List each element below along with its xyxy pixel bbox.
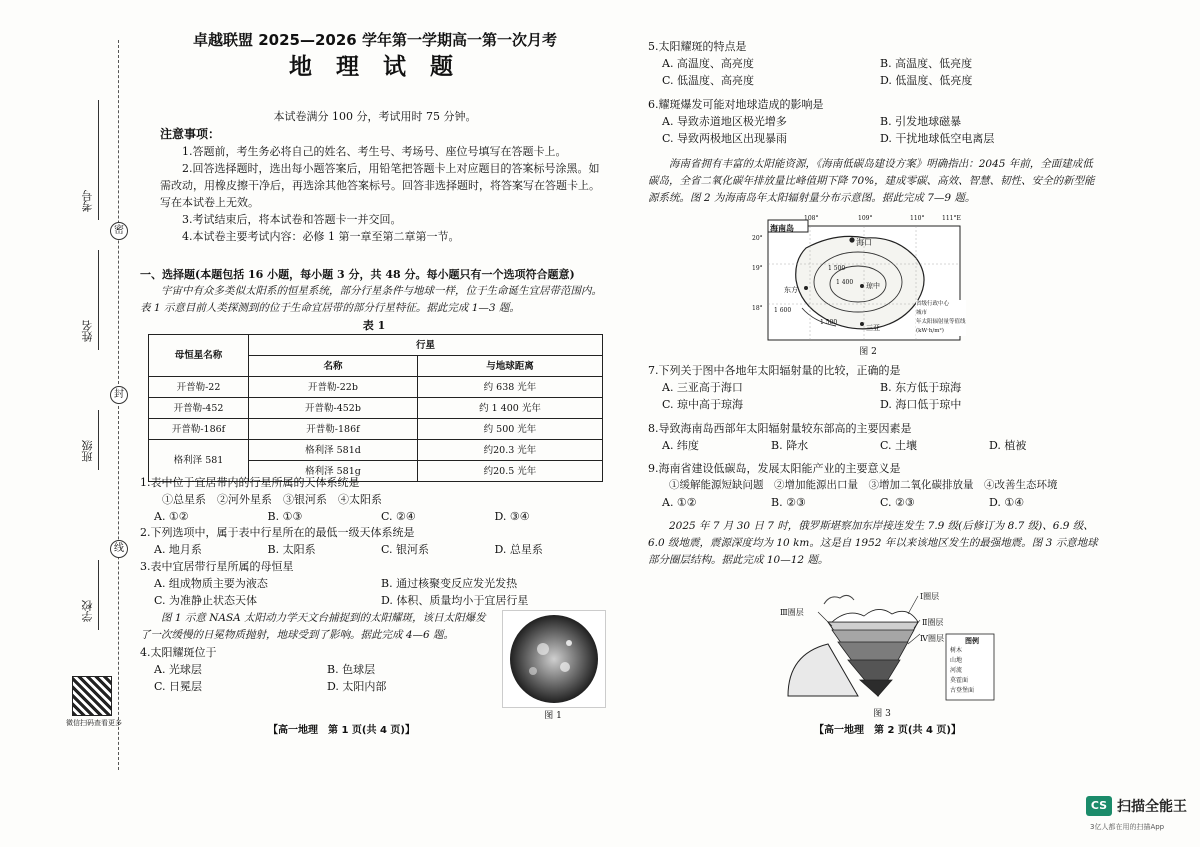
option-d[interactable]: D. 植被 [989,439,1027,452]
option-d[interactable]: D. 总星系 [494,543,543,556]
lon-label: 111°E [942,215,961,222]
option-d[interactable]: D. 太阳内部 [327,680,387,693]
isoline-label: 1 500 [820,319,838,326]
option-b[interactable]: B. ②③ [771,496,806,509]
option-d[interactable]: D. ①④ [989,496,1025,509]
question-6 [648,96,1098,147]
option-a[interactable]: A. 高温度、高亮度 [662,57,754,70]
table-cell: 约20.5 光年 [417,461,602,482]
question-stem: 8.导致海南岛西部年太阳辐射量较东部高的主要因素是 [648,422,912,435]
lat-label: 18° [752,305,763,312]
option-c[interactable]: C. 低温度、高亮度 [662,74,755,87]
map-city-dongfang: 东方 [784,286,798,294]
exam-number-line[interactable] [98,100,99,220]
table-cell: 格利泽 581g [249,461,418,482]
planet-table [148,334,603,482]
question-sub: ①总星系 ②河外星系 ③银河系 ④太阳系 [162,493,382,506]
footer-right: 【高一地理 第 2 页(共 4 页)】 [814,725,961,736]
option-b[interactable]: B. 色球层 [327,663,376,676]
table-cell: 开普勒-22b [249,377,418,398]
sun-flare-image [503,611,605,707]
isoline-label: 1 600 [774,307,792,314]
question-stem: 6.耀斑爆发可能对地球造成的影响是 [648,98,824,111]
legend-capital: 省级行政中心 [916,301,950,307]
option-d[interactable]: D. 海口低于琼中 [880,398,962,411]
option-d[interactable]: D. ③④ [494,510,530,523]
city-marker [804,286,808,290]
class-label: 班级 [81,440,94,462]
question-stem: 1.表中位于宜居带内的行星所属的天体系统是 [140,476,360,489]
fig1-caption: 图 1 [544,711,562,721]
planet-table-wrap [148,334,603,482]
question-stem: 4.太阳耀斑位于 [140,646,217,659]
table-cell: 开普勒-452b [249,398,418,419]
table-title: 表 1 [362,319,386,332]
legend-river: 河流 [950,667,963,674]
table-cell: 格利泽 581 [149,440,249,482]
footer-left: 【高一地理 第 1 页(共 4 页)】 [268,725,415,736]
map-city-haikou: 海口 [856,238,872,247]
option-c[interactable]: C. 土壤 [880,439,918,452]
question-8 [648,420,1098,454]
option-d[interactable]: D. 体积、质量均小于宜居行星 [381,594,529,607]
question-sub: ①缓解能源短缺问题 ②增加能源出口量 ③增加二氧化碳排放量 ④改善生态环境 [669,479,1058,491]
seal-mark: 线 [110,540,128,558]
section-heading: 一、选择题(本题包括 16 小题，每小题 3 分，共 48 分。每小题只有一个选项符合题意) [140,268,575,281]
legend-title: 图例 [965,636,979,645]
option-c[interactable]: C. 日冕层 [154,680,203,693]
question-9 [648,460,1098,511]
lat-label: 20° [752,235,763,242]
seal-mark: 密 [110,222,128,240]
table-cell: 开普勒-452 [149,398,249,419]
seal-mark: 封 [110,386,128,404]
option-b[interactable]: B. ①③ [267,510,303,523]
fig2-map [752,215,966,342]
lat-label: 19° [752,265,763,272]
table-cell: 格利泽 581d [249,440,418,461]
map-legend [916,300,966,336]
qr-caption: 微信扫码查看更多 [66,719,122,727]
table-row [149,440,603,461]
option-b[interactable]: B. 引发地球磁暴 [880,115,962,128]
fig3-legend [950,636,994,696]
table-cell: 开普勒-22 [149,377,249,398]
option-a[interactable]: A. 地月系 [154,543,202,556]
map-city-sanya: 三亚 [866,324,880,332]
city-marker [860,284,864,288]
question-1 [140,474,608,525]
question-3 [140,558,608,609]
legend-city: 城市 [916,310,928,316]
option-a[interactable]: A. 组成物质主要为液态 [154,577,268,590]
section1 [140,266,608,334]
option-c[interactable]: C. 为准静止状态天体 [154,594,258,607]
table-head-dist: 与地球距离 [417,356,602,377]
layer-label: Ⅱ圈层 [922,618,944,627]
fig1-intro: 图 1 示意 NASA 太阳动力学天文台捕捉到的太阳耀斑，该日太阳爆发了一次缓慢的日冕物质抛射，地球受到了影响。据此完成 4—6 题。 [140,612,486,641]
hainan-intro: 海南省拥有丰富的太阳能资源，《海南低碳岛建设方案》明确指出：2045 年前，全面建成低碳岛，全省二氧化碳年排放量比峰值期下降 70%，建成零碳、高效、智慧、韧性、安全的新型能源系统。图 2 为海南岛年太阳辐射量分布示意图。据此完成 7—9 题。 [648,158,1095,204]
isoline-label: 1 500 [828,265,846,272]
legend-tree: 树木 [950,647,963,654]
table-cell: 约 638 光年 [417,377,602,398]
table-cell: 约 1 400 光年 [417,398,602,419]
option-a[interactable]: A. ①② [154,510,189,523]
table-row [149,419,603,440]
table-head-planet: 行星 [249,335,603,356]
question-4 [140,644,500,695]
isoline-label: 1 400 [836,279,854,286]
question-stem: 7.下列关于图中各地年太阳辐射量的比较，正确的是 [648,364,901,377]
fig3-diagram [768,584,998,704]
fig3-caption: 图 3 [873,709,891,719]
question-stem: 5.太阳耀斑的特点是 [648,40,747,53]
lon-label: 110° [910,215,925,222]
lon-label: 109° [858,215,873,222]
scanner-name: 扫描全能王 [1117,799,1187,815]
school-label: 学校 [81,600,94,622]
name-line[interactable] [98,250,99,350]
subject-title: 地 理 试 题 [288,53,462,80]
option-d[interactable]: D. 干扰地球低空电离层 [880,132,995,145]
option-c[interactable]: C. ②④ [381,510,416,523]
option-a[interactable]: A. 三亚高于海口 [662,381,743,394]
question-stem: 2.下列选项中，属于表中行星所在的最低一级天体系统是 [140,526,415,539]
map-title: 海南岛 [770,223,794,233]
option-b[interactable]: B. 通过核聚变反应发光发热 [381,577,518,590]
option-a[interactable]: A. ①② [662,496,697,509]
table-head-star: 母恒星名称 [149,335,249,377]
table-row [149,377,603,398]
scanner-logo-icon: CS [1086,796,1112,816]
option-c[interactable]: C. 琼中高于琼海 [662,398,744,411]
option-a[interactable]: A. 纬度 [662,439,699,452]
exam-number-label: 考号 [81,190,94,212]
legend-gutenberg: 古登堡面 [950,687,975,694]
layer-label: Ⅲ圈层 [780,608,804,617]
option-b[interactable]: B. 降水 [771,439,809,452]
table-cell: 约 500 光年 [417,419,602,440]
option-b[interactable]: B. 高温度、低亮度 [880,57,973,70]
option-c[interactable]: C. 银河系 [381,543,430,556]
option-d[interactable]: D. 低温度、低亮度 [880,74,973,87]
section-intro: 宇宙中有众多类似太阳系的恒星系统，部分行星条件与地球一样，位于生命诞生宜居带范围内。表 1 示意目前人类探测到的位于生命宜居带的部分行星特征。据此完成 1—3 题。 [140,285,602,314]
name-label: 姓名 [81,320,94,342]
table-row [149,398,603,419]
exam-info: 本试卷满分 100 分，考试用时 75 分钟。 [273,110,477,123]
legend-moho: 莫霍面 [950,677,969,684]
note-item: 3.考试结束后，将本试卷和答题卡一并交回。 [182,213,402,226]
option-b[interactable]: B. 太阳系 [267,543,316,556]
table-cell: 开普勒-186f [249,419,418,440]
quake-intro: 2025 年 7 月 30 日 7 时，俄罗斯堪察加东岸接连发生 7.9 级(后修订为 8.7 级)、6.9 级、6.0 级地震，震源深度均为 10 km。这是自 1952 年以来该地区发生的最强地震。图 3 示意地球部分圈层结构。据此完成 10—12 题。 [648,520,1098,566]
option-a[interactable]: A. 光球层 [154,663,202,676]
notes-block [160,126,605,245]
layer-label: Ⅰ圈层 [920,592,940,601]
question-5 [648,38,1098,89]
cut-line [118,40,119,770]
question-7 [648,362,1098,413]
notes-heading: 注意事项： [160,127,221,141]
option-a[interactable]: A. 导致赤道地区极光增多 [662,115,787,128]
note-item: 2.回答选择题时，选出每小题答案后，用铅笔把答题卡上对应题目的答案标号涂黑。如需改动，用橡皮擦干净后，再选涂其他答案标号。回答非选择题时，将答案写在答题卡上。写在本试卷上无效。 [160,162,600,209]
legend-isoline: 年太阳辐射量等值线(kW·h/m²) [916,319,966,334]
capital-marker [849,237,854,242]
question-stem: 3.表中宜居带行星所属的母恒星 [140,560,294,573]
question-2 [140,524,608,558]
legend-mountain: 山地 [950,657,963,664]
option-b[interactable]: B. 东方低于琼海 [880,381,962,394]
layer-label: Ⅳ圈层 [920,634,944,643]
lon-label: 108° [804,215,819,222]
school-line[interactable] [98,560,99,630]
fig1-frame [502,610,606,708]
table-cell: 开普勒-186f [149,419,249,440]
table-cell: 约20.3 光年 [417,440,602,461]
map-city-qiongzhong: 琼中 [866,282,880,290]
qr-code[interactable] [72,676,112,716]
city-marker [860,322,864,326]
exam-title: 卓越联盟 2025—2026 学年第一学期高一第一次月考 [193,31,557,49]
option-c[interactable]: C. ②③ [880,496,915,509]
table-head-name: 名称 [249,356,418,377]
scanner-tagline: 3亿人都在用的扫描App [1090,823,1165,831]
note-item: 1.答题前，考生务必将自己的姓名、考生号、考场号、座位号填写在答题卡上。 [182,145,567,158]
question-stem: 9.海南省建设低碳岛，发展太阳能产业的主要意义是 [648,462,901,475]
scanner-watermark [1086,796,1187,816]
class-line[interactable] [98,410,99,470]
note-item: 4.本试卷主要考试内容：必修 1 第一章至第二章第一节。 [182,230,460,243]
fig2-caption: 图 2 [859,347,877,357]
option-c[interactable]: C. 导致两极地区出现暴雨 [662,132,788,145]
